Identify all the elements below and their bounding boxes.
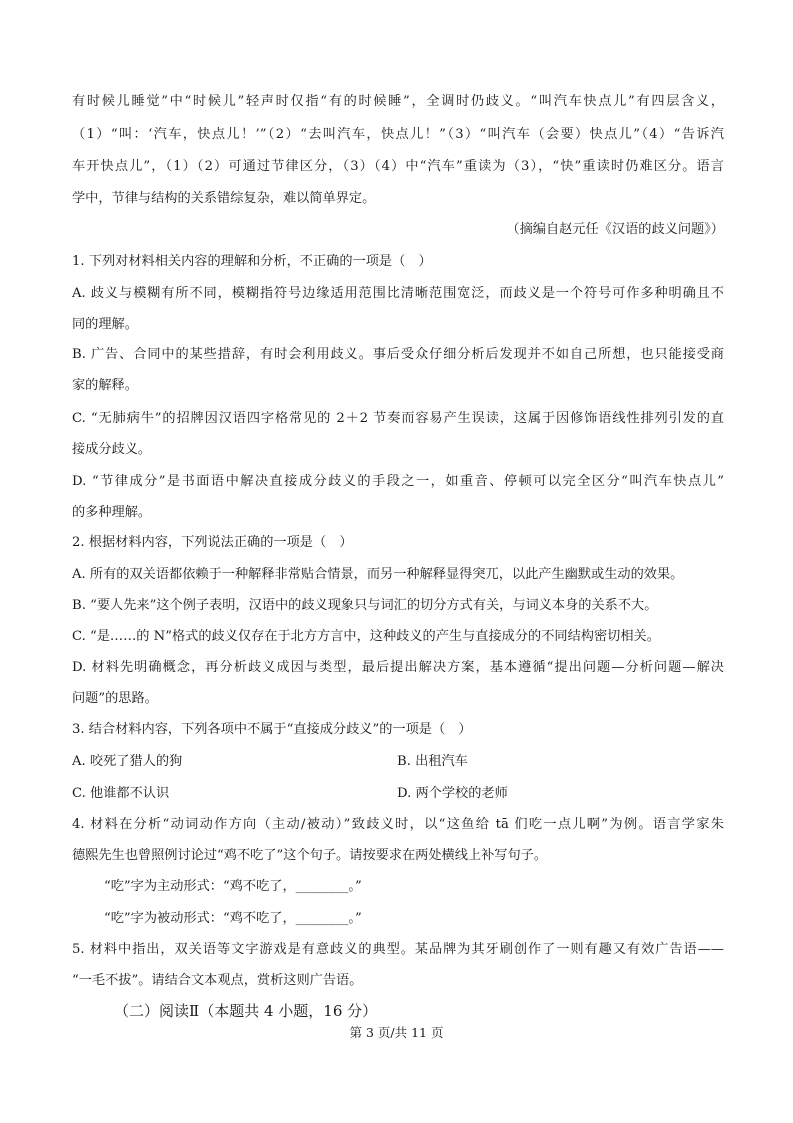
- passage-line: 学中，节律与结构的关系错综复杂，难以简单界定。: [72, 191, 376, 206]
- passage-line: 有时候儿睡觉”中“时候儿”轻声时仅指“有的时候睡”，全调时仍歧义。“叫汽车快点儿”有四层含义，: [72, 94, 724, 109]
- question-2-option-d-cont: 问题”的思路。: [72, 691, 158, 706]
- page-footer: 第 3 页/共 11 页: [349, 1025, 444, 1040]
- question-1-option-b-cont: 家的解释。: [72, 378, 138, 393]
- question-1-option-b: B. 广告、合同中的某些措辞，有时会利用歧义。事后受众仔细分析后发现并不如自己所想，也只能接受商: [72, 347, 724, 362]
- question-1-option-d: D. “节律成分”是书面语中解决直接成分歧义的手段之一，如重音、停顿可以完全区分“叫汽车快点儿”: [72, 474, 724, 489]
- section-heading: （二）阅读Ⅱ（本题共 4 小题，16 分）: [114, 1002, 378, 1020]
- question-1-option-c-cont: 接成分歧义。: [72, 442, 152, 457]
- question-1-option-c: C. “无肺病牛”的招牌因汉语四字格常见的 2＋2 节奏而容易产生误读，这属于因修饰语线性排列引发的直: [72, 411, 724, 426]
- question-3-option-a: A. 咬死了猎人的狗: [72, 754, 183, 769]
- question-3-option-d: D. 两个学校的老师: [397, 786, 508, 801]
- question-1-option-a-cont: 同的理解。: [72, 317, 138, 332]
- question-2-stem: 2. 根据材料内容，下列说法正确的一项是（ ）: [72, 535, 353, 550]
- question-1-stem: 1. 下列对材料相关内容的理解和分析，不正确的一项是（ ）: [72, 254, 432, 269]
- question-2-option-b: B. “要人先来”这个例子表明，汉语中的歧义现象只与词汇的切分方式有关，与词义本身的关系不大。: [72, 598, 658, 613]
- question-3-option-b: B. 出租汽车: [397, 754, 468, 769]
- question-4-blank-active: “吃”字为主动形式：“鸡不吃了，________。”: [104, 879, 362, 894]
- question-1-option-a: A. 歧义与模糊有所不同，模糊指符号边缘适用范围比清晰范围宽泛，而歧义是一个符号可作多种明确且不: [72, 286, 724, 301]
- question-1-option-d-cont: 的多种理解。: [72, 505, 152, 520]
- question-2-option-d: D. 材料先明确概念，再分析歧义成因与类型，最后提出解决方案，基本遵循“提出问题—分析问题—解决: [72, 660, 724, 675]
- question-4-blank-passive: “吃”字为被动形式：“鸡不吃了，________。”: [104, 911, 362, 926]
- question-5-stem-cont: “一毛不拔”。请结合文本观点，赏析这则广告语。: [72, 973, 363, 988]
- question-4-stem-cont: 德熙先生也曾照例讨论过“鸡不吃了”这个句子。请按要求在两处横线上补写句子。: [72, 848, 548, 863]
- question-4-stem: 4. 材料在分析“动词动作方向（主动/被动）”致歧义时，以“这鱼给 tā 们吃一点儿啊”为例。语言学家朱: [72, 817, 724, 832]
- question-2-option-c: C. “是……的 N”格式的歧义仅存在于北方方言中，这种歧义的产生与直接成分的不同结构密切相关。: [72, 629, 660, 644]
- question-5-stem: 5. 材料中指出，双关语等文字游戏是有意歧义的典型。某品牌为其牙刷创作了一则有趣又有效广告语——: [72, 942, 724, 957]
- passage-line: （1）“叫：‘汽车，快点儿！’”（2）“去叫汽车，快点儿！”（3）“叫汽车（会要）快点儿”（4）“告诉汽: [72, 127, 724, 142]
- passage-source: （摘编自赵元任《汉语的歧义问题》）: [506, 222, 724, 237]
- passage-line: 车开快点儿”，（1）（2）可通过节律区分，（3）（4）中“汽车”重读为（3），“快”重读时仍难区分。语言: [72, 159, 724, 174]
- question-3-stem: 3. 结合材料内容，下列各项中不属于“直接成分歧义”的一项是（ ）: [72, 722, 472, 737]
- question-2-option-a: A. 所有的双关语都依赖于一种解释非常贴合情景，而另一种解释显得突兀，以此产生幽默或生动的效果。: [72, 567, 684, 582]
- question-3-option-c: C. 他谁都不认识: [72, 786, 170, 801]
